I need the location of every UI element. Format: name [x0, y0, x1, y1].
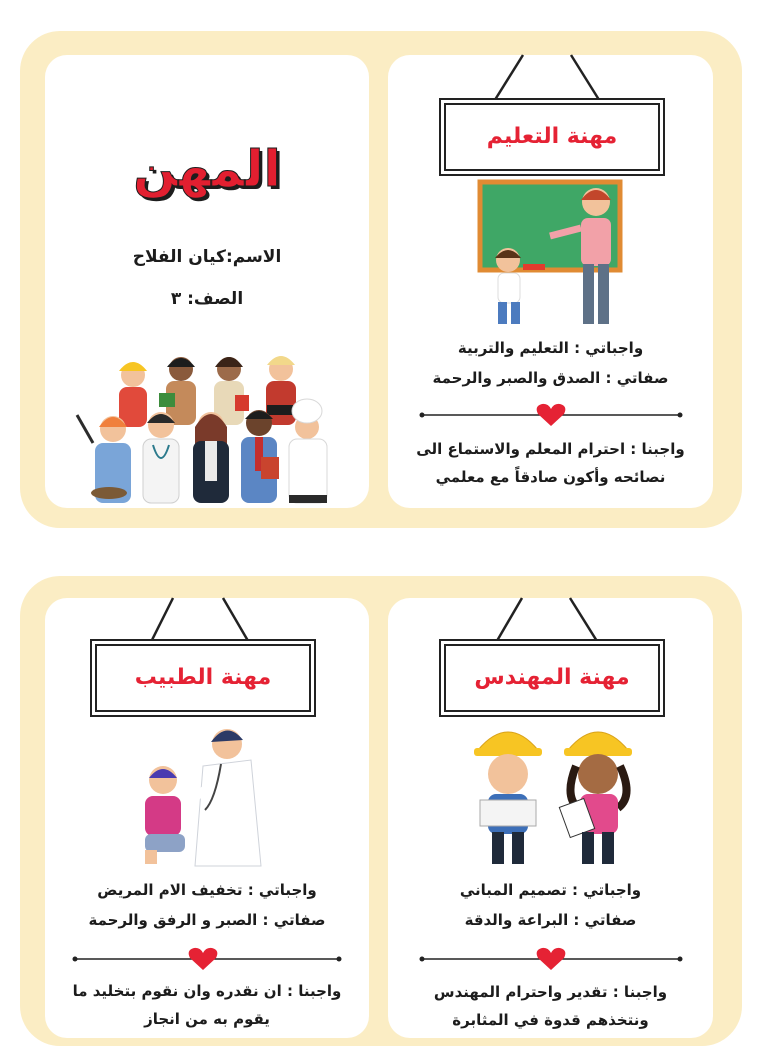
doctor-traits: صفاتي : الصبر و الرفق والرحمة [88, 911, 326, 929]
workers-group-illustration [45, 345, 369, 515]
heart-divider [388, 944, 713, 974]
student-grade: الصف: ٣ [170, 289, 244, 309]
teaching-sign: مهنة التعليم [444, 103, 660, 171]
doctor-ours-2: يقوم به من انجاز [144, 1010, 270, 1028]
teacher-illustration [388, 180, 713, 340]
engineer-sign: مهنة المهندس [444, 644, 660, 712]
heart-divider [45, 944, 369, 974]
engineer-ours-2: ونتخذهم قدوة في المثابرة [452, 1011, 649, 1029]
engineers-illustration [388, 716, 713, 876]
teaching-ours-1: واجبنا : احترام المعلم والاستماع الى [416, 440, 685, 458]
engineer-duties: واجباتي : تصميم المباني [459, 881, 642, 899]
engineer-card [388, 598, 713, 1038]
doctor-sign: مهنة الطبيب [95, 644, 311, 712]
engineer-ours-1: واجبنا : تقدير واحترام المهندس [433, 983, 668, 1001]
heart-icon [189, 948, 218, 970]
doctor-card [45, 598, 369, 1038]
heart-divider [388, 400, 713, 430]
cover-title: المهن [133, 140, 281, 198]
heart-icon [537, 404, 566, 426]
cover-card [45, 55, 369, 508]
doctor-illustration [45, 720, 369, 870]
teaching-ours-2: نصائحه وأكون صادقاً مع معلمي [435, 468, 666, 486]
teaching-card [388, 55, 713, 508]
engineer-traits: صفاتي : البراعة والدقة [464, 911, 637, 929]
doctor-ours-1: واجبنا : ان نقدره وان نقوم بتخليد ما [72, 982, 342, 1000]
teaching-traits: صفاتي : الصدق والصبر والرحمة [432, 369, 669, 387]
doctor-duties: واجباتي : تخفيف الام المريض [97, 881, 317, 899]
heart-icon [537, 948, 566, 970]
student-name: الاسم:كيان الفلاح [132, 247, 282, 267]
teaching-duties: واجباتي : التعليم والتربية [457, 339, 644, 357]
